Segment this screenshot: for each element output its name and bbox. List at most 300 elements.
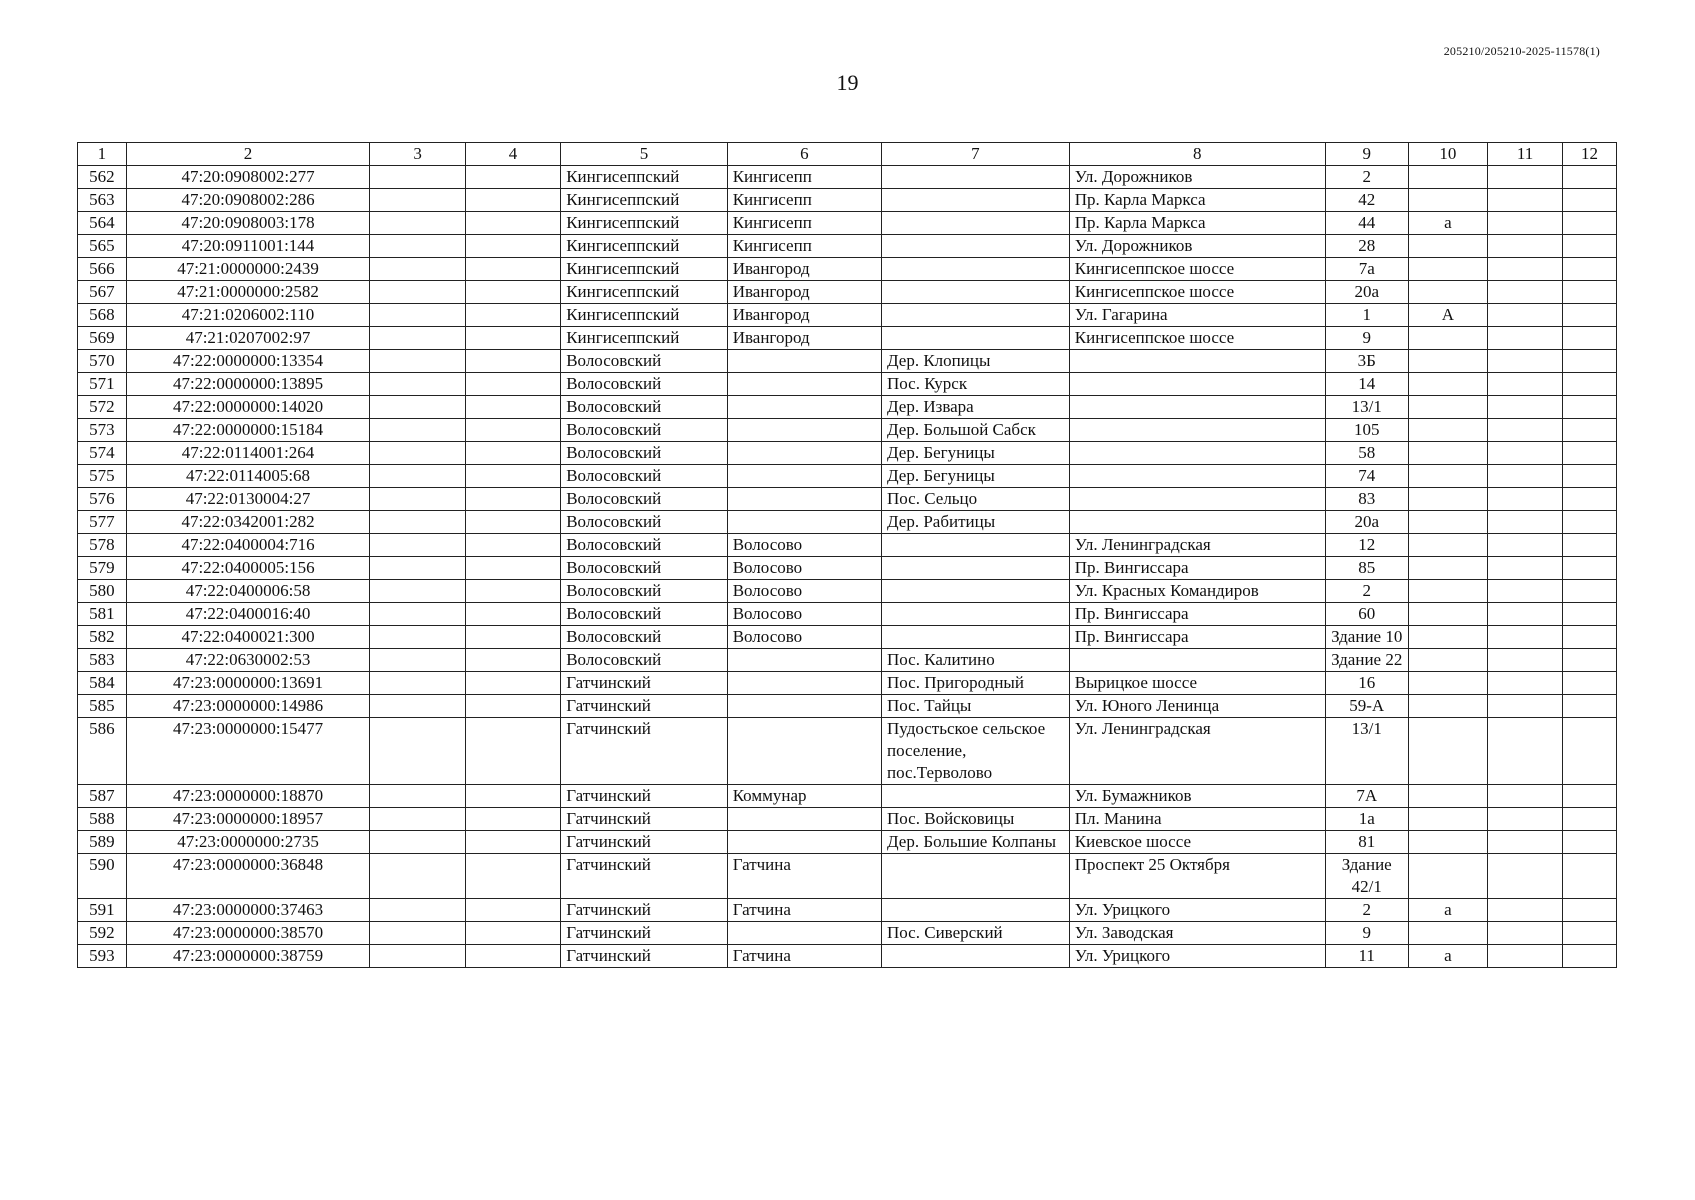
table-row [78, 831, 1617, 854]
table-row [78, 350, 1617, 373]
house-cell: 16 [1325, 672, 1408, 695]
street-cell [1069, 373, 1325, 396]
cadastral-number: 47:23:0000000:37463 [126, 899, 370, 922]
cadastral-number: 47:21:0000000:2439 [126, 258, 370, 281]
col-4-cell [465, 580, 560, 603]
corpus-cell [1408, 442, 1487, 465]
table-row [78, 922, 1617, 945]
col-3-cell [370, 626, 465, 649]
cadastral-number: 47:23:0000000:18957 [126, 808, 370, 831]
col-4-cell [465, 442, 560, 465]
column-header-9: 9 [1325, 143, 1408, 166]
street-cell: Ул. Дорожников [1069, 166, 1325, 189]
col-12-cell [1563, 672, 1617, 695]
street-cell [1069, 396, 1325, 419]
column-header-4: 4 [465, 143, 560, 166]
city-cell [727, 373, 881, 396]
cadastral-number: 47:20:0908003:178 [126, 212, 370, 235]
col-3-cell [370, 212, 465, 235]
district-cell: Волосовский [561, 511, 727, 534]
district-cell: Волосовский [561, 534, 727, 557]
corpus-cell [1408, 396, 1487, 419]
corpus-cell [1408, 166, 1487, 189]
settlement-cell [881, 854, 1069, 899]
table-row [78, 304, 1617, 327]
house-cell: 1а [1325, 808, 1408, 831]
col-4-cell [465, 419, 560, 442]
street-cell: Киевское шоссе [1069, 831, 1325, 854]
row-number: 586 [78, 718, 127, 785]
city-cell [727, 488, 881, 511]
settlement-cell [881, 626, 1069, 649]
settlement-cell [881, 166, 1069, 189]
row-number: 585 [78, 695, 127, 718]
col-12-cell [1563, 945, 1617, 968]
district-cell: Волосовский [561, 373, 727, 396]
cadastral-number: 47:22:0114005:68 [126, 465, 370, 488]
cadastral-number: 47:21:0206002:110 [126, 304, 370, 327]
col-12-cell [1563, 258, 1617, 281]
col-11-cell [1488, 534, 1563, 557]
corpus-cell [1408, 281, 1487, 304]
settlement-cell: Дер. Большой Сабск [881, 419, 1069, 442]
col-12-cell [1563, 235, 1617, 258]
col-11-cell [1488, 396, 1563, 419]
col-3-cell [370, 350, 465, 373]
col-3-cell [370, 945, 465, 968]
row-number: 565 [78, 235, 127, 258]
corpus-cell [1408, 327, 1487, 350]
col-3-cell [370, 488, 465, 511]
table-row [78, 649, 1617, 672]
settlement-cell [881, 534, 1069, 557]
col-11-cell [1488, 488, 1563, 511]
table-body [78, 166, 1617, 968]
city-cell: Ивангород [727, 327, 881, 350]
table-row [78, 396, 1617, 419]
corpus-cell [1408, 649, 1487, 672]
corpus-cell [1408, 235, 1487, 258]
col-3-cell [370, 442, 465, 465]
city-cell: Кингисепп [727, 212, 881, 235]
house-cell: 12 [1325, 534, 1408, 557]
city-cell: Кингисепп [727, 189, 881, 212]
col-11-cell [1488, 695, 1563, 718]
col-12-cell [1563, 785, 1617, 808]
settlement-cell [881, 899, 1069, 922]
table-row [78, 718, 1617, 785]
col-12-cell [1563, 327, 1617, 350]
col-4-cell [465, 557, 560, 580]
table-row [78, 899, 1617, 922]
corpus-cell [1408, 785, 1487, 808]
city-cell [727, 922, 881, 945]
settlement-cell: Пос. Сельцо [881, 488, 1069, 511]
street-cell [1069, 511, 1325, 534]
column-header-2: 2 [126, 143, 370, 166]
settlement-cell [881, 258, 1069, 281]
col-11-cell [1488, 465, 1563, 488]
col-12-cell [1563, 922, 1617, 945]
corpus-cell [1408, 695, 1487, 718]
cadastral-number: 47:20:0908002:286 [126, 189, 370, 212]
col-11-cell [1488, 511, 1563, 534]
street-cell: Ул. Дорожников [1069, 235, 1325, 258]
house-cell: 7А [1325, 785, 1408, 808]
col-12-cell [1563, 511, 1617, 534]
district-cell: Гатчинский [561, 922, 727, 945]
city-cell: Гатчина [727, 854, 881, 899]
district-cell: Волосовский [561, 350, 727, 373]
house-cell: 60 [1325, 603, 1408, 626]
col-3-cell [370, 258, 465, 281]
settlement-cell [881, 945, 1069, 968]
house-cell: 2 [1325, 899, 1408, 922]
house-cell: 9 [1325, 922, 1408, 945]
city-cell [727, 831, 881, 854]
row-number: 567 [78, 281, 127, 304]
settlement-cell [881, 580, 1069, 603]
settlement-cell: Дер. Большие Колпаны [881, 831, 1069, 854]
street-cell [1069, 350, 1325, 373]
table-row [78, 166, 1617, 189]
col-12-cell [1563, 626, 1617, 649]
street-cell: Проспект 25 Октября [1069, 854, 1325, 899]
street-cell: Ул. Красных Командиров [1069, 580, 1325, 603]
table-row [78, 695, 1617, 718]
col-4-cell [465, 649, 560, 672]
row-number: 587 [78, 785, 127, 808]
col-11-cell [1488, 557, 1563, 580]
col-12-cell [1563, 854, 1617, 899]
col-12-cell [1563, 189, 1617, 212]
col-12-cell [1563, 718, 1617, 785]
row-number: 591 [78, 899, 127, 922]
row-number: 583 [78, 649, 127, 672]
house-cell: 13/1 [1325, 718, 1408, 785]
col-3-cell [370, 396, 465, 419]
col-11-cell [1488, 603, 1563, 626]
district-cell: Кингисеппский [561, 189, 727, 212]
col-11-cell [1488, 373, 1563, 396]
settlement-cell: Пос. Сиверский [881, 922, 1069, 945]
street-cell: Ул. Урицкого [1069, 945, 1325, 968]
cadastral-number: 47:22:0400005:156 [126, 557, 370, 580]
cadastral-number: 47:22:0000000:14020 [126, 396, 370, 419]
col-11-cell [1488, 442, 1563, 465]
table-row [78, 672, 1617, 695]
row-number: 592 [78, 922, 127, 945]
col-3-cell [370, 603, 465, 626]
col-4-cell [465, 922, 560, 945]
col-3-cell [370, 281, 465, 304]
registry-table [77, 142, 1617, 968]
col-12-cell [1563, 534, 1617, 557]
col-3-cell [370, 922, 465, 945]
corpus-cell [1408, 718, 1487, 785]
cadastral-number: 47:22:0000000:15184 [126, 419, 370, 442]
settlement-cell: Дер. Рабитицы [881, 511, 1069, 534]
row-number: 562 [78, 166, 127, 189]
col-12-cell [1563, 465, 1617, 488]
col-12-cell [1563, 373, 1617, 396]
house-cell: 13/1 [1325, 396, 1408, 419]
column-header-8: 8 [1069, 143, 1325, 166]
cadastral-number: 47:22:0400021:300 [126, 626, 370, 649]
col-11-cell [1488, 785, 1563, 808]
house-cell: Здание 10 [1325, 626, 1408, 649]
city-cell: Коммунар [727, 785, 881, 808]
col-4-cell [465, 626, 560, 649]
col-12-cell [1563, 580, 1617, 603]
col-4-cell [465, 304, 560, 327]
col-11-cell [1488, 212, 1563, 235]
settlement-cell: Дер. Бегуницы [881, 465, 1069, 488]
corpus-cell [1408, 419, 1487, 442]
row-number: 564 [78, 212, 127, 235]
col-3-cell [370, 465, 465, 488]
corpus-cell [1408, 488, 1487, 511]
col-4-cell [465, 488, 560, 511]
cadastral-number: 47:22:0000000:13895 [126, 373, 370, 396]
district-cell: Кингисеппский [561, 166, 727, 189]
house-cell: 2 [1325, 166, 1408, 189]
column-header-3: 3 [370, 143, 465, 166]
settlement-cell: Дер. Клопицы [881, 350, 1069, 373]
street-cell: Кингисеппское шоссе [1069, 281, 1325, 304]
column-header-6: 6 [727, 143, 881, 166]
settlement-cell: Пос. Курск [881, 373, 1069, 396]
row-number: 578 [78, 534, 127, 557]
column-header-7: 7 [881, 143, 1069, 166]
street-cell: Ул. Заводская [1069, 922, 1325, 945]
corpus-cell [1408, 672, 1487, 695]
col-4-cell [465, 258, 560, 281]
col-12-cell [1563, 899, 1617, 922]
district-cell: Гатчинский [561, 831, 727, 854]
corpus-cell [1408, 854, 1487, 899]
col-12-cell [1563, 831, 1617, 854]
col-4-cell [465, 695, 560, 718]
street-cell: Пр. Вингиссара [1069, 626, 1325, 649]
col-3-cell [370, 235, 465, 258]
city-cell [727, 465, 881, 488]
street-cell [1069, 649, 1325, 672]
city-cell: Гатчина [727, 899, 881, 922]
street-cell: Пр. Вингиссара [1069, 603, 1325, 626]
cadastral-number: 47:22:0400004:716 [126, 534, 370, 557]
cadastral-number: 47:22:0130004:27 [126, 488, 370, 511]
settlement-cell: Пос. Пригородный [881, 672, 1069, 695]
col-12-cell [1563, 212, 1617, 235]
row-number: 581 [78, 603, 127, 626]
col-11-cell [1488, 327, 1563, 350]
cadastral-number: 47:23:0000000:36848 [126, 854, 370, 899]
table-row [78, 258, 1617, 281]
corpus-cell [1408, 557, 1487, 580]
district-cell: Волосовский [561, 488, 727, 511]
corpus-cell [1408, 534, 1487, 557]
row-number: 577 [78, 511, 127, 534]
row-number: 571 [78, 373, 127, 396]
corpus-cell [1408, 831, 1487, 854]
row-number: 575 [78, 465, 127, 488]
row-number: 580 [78, 580, 127, 603]
table-row [78, 281, 1617, 304]
col-12-cell [1563, 350, 1617, 373]
col-12-cell [1563, 695, 1617, 718]
cadastral-number: 47:21:0207002:97 [126, 327, 370, 350]
table-row [78, 557, 1617, 580]
house-cell: 3Б [1325, 350, 1408, 373]
row-number: 573 [78, 419, 127, 442]
district-cell: Волосовский [561, 396, 727, 419]
district-cell: Гатчинский [561, 945, 727, 968]
page-number: 19 [836, 70, 859, 95]
document-id: 205210/205210-2025-11578(1) [1443, 44, 1600, 58]
corpus-cell [1408, 465, 1487, 488]
house-cell: 59-А [1325, 695, 1408, 718]
district-cell: Кингисеппский [561, 281, 727, 304]
house-cell: 42 [1325, 189, 1408, 212]
cadastral-number: 47:22:0630002:53 [126, 649, 370, 672]
col-3-cell [370, 327, 465, 350]
row-number: 582 [78, 626, 127, 649]
table-row [78, 488, 1617, 511]
district-cell: Кингисеппский [561, 258, 727, 281]
table-row [78, 235, 1617, 258]
col-4-cell [465, 396, 560, 419]
corpus-cell [1408, 808, 1487, 831]
col-11-cell [1488, 350, 1563, 373]
col-4-cell [465, 235, 560, 258]
col-12-cell [1563, 557, 1617, 580]
house-cell: 14 [1325, 373, 1408, 396]
row-number: 590 [78, 854, 127, 899]
city-cell [727, 672, 881, 695]
house-cell: 105 [1325, 419, 1408, 442]
row-number: 588 [78, 808, 127, 831]
district-cell: Волосовский [561, 465, 727, 488]
col-4-cell [465, 212, 560, 235]
table-row [78, 626, 1617, 649]
col-4-cell [465, 189, 560, 212]
col-11-cell [1488, 419, 1563, 442]
city-cell [727, 808, 881, 831]
house-cell: 58 [1325, 442, 1408, 465]
col-11-cell [1488, 854, 1563, 899]
table-row [78, 465, 1617, 488]
col-11-cell [1488, 718, 1563, 785]
city-cell: Волосово [727, 534, 881, 557]
col-12-cell [1563, 396, 1617, 419]
house-cell: 20а [1325, 511, 1408, 534]
table-row [78, 785, 1617, 808]
city-cell: Волосово [727, 557, 881, 580]
row-number: 566 [78, 258, 127, 281]
street-cell: Пл. Манина [1069, 808, 1325, 831]
house-cell: 85 [1325, 557, 1408, 580]
table-row [78, 327, 1617, 350]
corpus-cell [1408, 350, 1487, 373]
col-11-cell [1488, 899, 1563, 922]
settlement-cell: Пос. Калитино [881, 649, 1069, 672]
col-11-cell [1488, 281, 1563, 304]
district-cell: Волосовский [561, 442, 727, 465]
district-cell: Волосовский [561, 419, 727, 442]
street-cell [1069, 488, 1325, 511]
district-cell: Гатчинский [561, 672, 727, 695]
city-cell [727, 419, 881, 442]
col-4-cell [465, 718, 560, 785]
column-header-12: 12 [1563, 143, 1617, 166]
col-11-cell [1488, 945, 1563, 968]
table-row [78, 442, 1617, 465]
col-12-cell [1563, 649, 1617, 672]
street-cell [1069, 419, 1325, 442]
cadastral-number: 47:23:0000000:15477 [126, 718, 370, 785]
settlement-cell: Дер. Извара [881, 396, 1069, 419]
table-row [78, 580, 1617, 603]
city-cell [727, 649, 881, 672]
col-4-cell [465, 603, 560, 626]
col-11-cell [1488, 831, 1563, 854]
settlement-cell [881, 603, 1069, 626]
table-row [78, 419, 1617, 442]
settlement-cell: Пос. Тайцы [881, 695, 1069, 718]
col-12-cell [1563, 808, 1617, 831]
settlement-cell [881, 189, 1069, 212]
house-cell: 44 [1325, 212, 1408, 235]
corpus-cell: а [1408, 212, 1487, 235]
district-cell: Гатчинский [561, 854, 727, 899]
col-4-cell [465, 534, 560, 557]
street-cell: Вырицкое шоссе [1069, 672, 1325, 695]
col-3-cell [370, 831, 465, 854]
row-number: 569 [78, 327, 127, 350]
settlement-cell [881, 327, 1069, 350]
col-3-cell [370, 718, 465, 785]
cadastral-number: 47:23:0000000:2735 [126, 831, 370, 854]
col-4-cell [465, 166, 560, 189]
district-cell: Кингисеппский [561, 235, 727, 258]
table-row [78, 511, 1617, 534]
col-12-cell [1563, 603, 1617, 626]
cadastral-number: 47:23:0000000:13691 [126, 672, 370, 695]
col-4-cell [465, 672, 560, 695]
row-number: 576 [78, 488, 127, 511]
column-header-5: 5 [561, 143, 727, 166]
col-4-cell [465, 785, 560, 808]
cadastral-number: 47:22:0400006:58 [126, 580, 370, 603]
street-cell: Ул. Бумажников [1069, 785, 1325, 808]
district-cell: Гатчинский [561, 718, 727, 785]
house-cell: 74 [1325, 465, 1408, 488]
corpus-cell [1408, 189, 1487, 212]
col-12-cell [1563, 304, 1617, 327]
district-cell: Кингисеппский [561, 327, 727, 350]
cadastral-number: 47:22:0000000:13354 [126, 350, 370, 373]
cadastral-number: 47:23:0000000:18870 [126, 785, 370, 808]
house-cell: 11 [1325, 945, 1408, 968]
district-cell: Волосовский [561, 649, 727, 672]
house-cell: 9 [1325, 327, 1408, 350]
col-4-cell [465, 899, 560, 922]
corpus-cell [1408, 258, 1487, 281]
col-11-cell [1488, 672, 1563, 695]
cadastral-number: 47:20:0908002:277 [126, 166, 370, 189]
table-row [78, 808, 1617, 831]
